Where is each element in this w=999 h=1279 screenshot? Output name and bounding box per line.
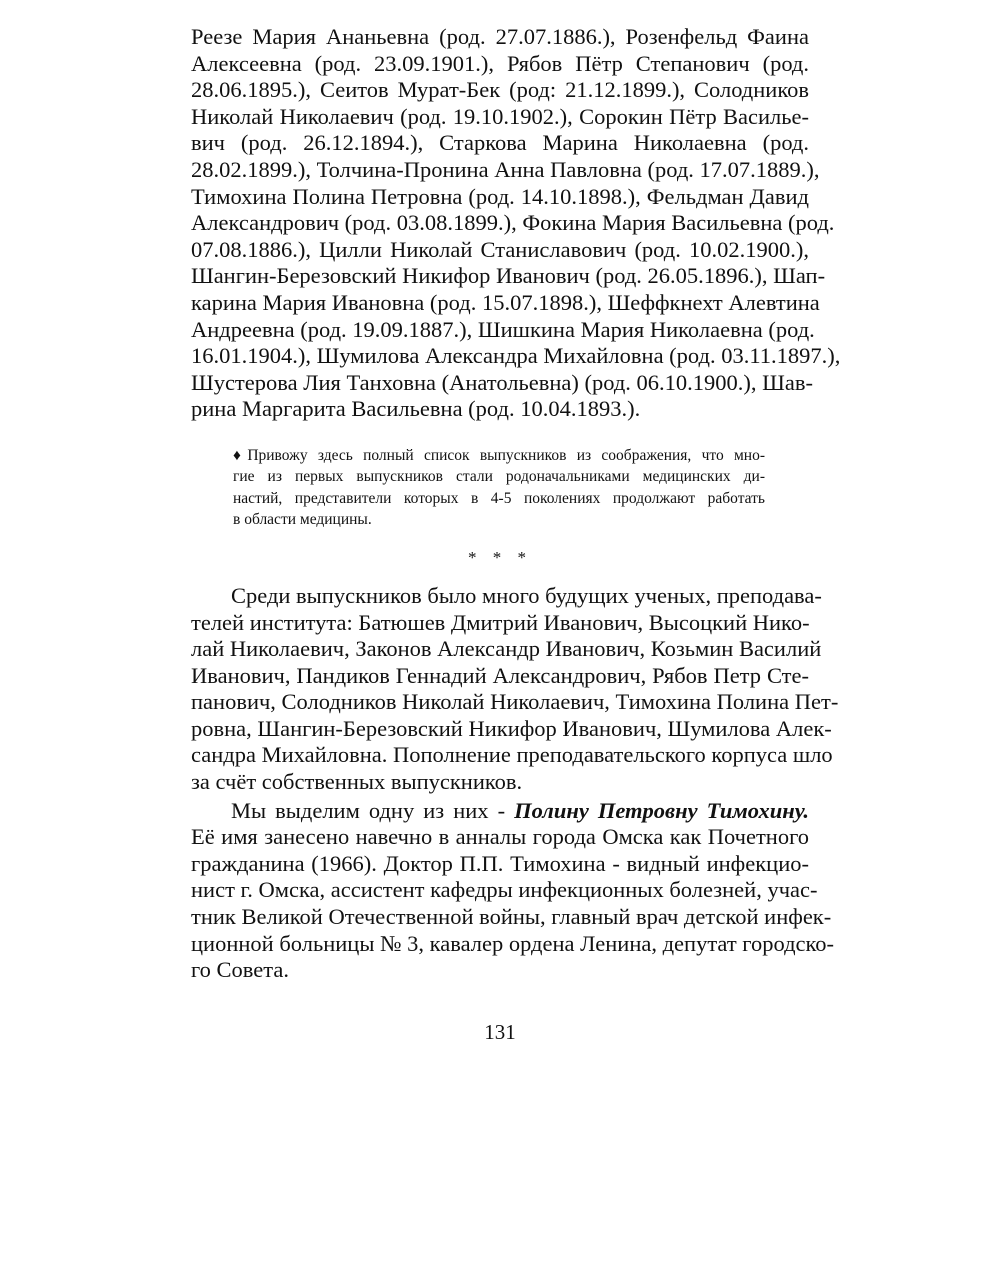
- text-line: 28.06.1895.), Сеитов Мурат-Бек (род: 21.12.1899.), Солодников: [191, 77, 809, 103]
- text-line: гражданина (1966). Доктор П.П. Тимохина - видный инфекцио-: [191, 850, 809, 876]
- text-line: сандра Михайловна. Пополнение преподавательского корпуса шло: [191, 742, 833, 768]
- highlighted-name: Полину Петровну Тимохину.: [514, 797, 809, 823]
- text-line: Её имя занесено навечно в анналы города Омска как Почетного: [191, 824, 809, 850]
- text-line: 07.08.1886.), Цилли Николай Станиславович (род. 10.02.1900.),: [191, 236, 809, 262]
- scientists-paragraph: [191, 582, 839, 796]
- text-line: Иванович, Пандиков Геннадий Александрович, Рябов Петр Сте-: [191, 662, 809, 688]
- text-line: за счёт собственных выпускников.: [191, 769, 523, 795]
- text-segment: Мы выделим одну из них -: [231, 797, 515, 823]
- text-line: телей института: Батюшев Дмитрий Иванович, Высоцкий Нико-: [191, 609, 810, 635]
- page-number: 131: [484, 1019, 516, 1044]
- text-line: ционной больницы № 3, кавалер ордена Ленина, депутат городско-: [191, 930, 835, 956]
- section-separator: * * *: [468, 547, 532, 567]
- footnote-line: в области медицины.: [233, 511, 372, 529]
- text-line: Шангин-Березовский Никифор Иванович (род. 26.05.1896.), Шап-: [191, 263, 826, 289]
- graduate-list-paragraph: [191, 24, 841, 423]
- footnote-line: гие из первых выпускников стали родоначальниками медицинских ди-: [233, 468, 765, 486]
- text-line: Среди выпускников было много будущих ученых, преподава-: [231, 582, 822, 608]
- footnote: [191, 445, 765, 531]
- text-line: карина Мария Ивановна (род. 15.07.1898.), Шеффкнехт Алевтина: [191, 289, 820, 315]
- text-line: Тимохина Полина Петровна (род. 14.10.1898.), Фельдман Давид: [191, 183, 809, 209]
- text-line: Реезе Мария Ананьевна (род. 27.07.1886.), Розенфельд Фаина: [191, 24, 809, 49]
- text-line: Николай Николаевич (род. 19.10.1902.), Сорокин Пётр Василье-: [191, 103, 809, 129]
- footnote-line: ♦Привожу здесь полный список выпускников из соображения, что мно-: [233, 446, 765, 464]
- footnote-line: настий, представители которых в 4-5 поколениях продолжают работать: [233, 489, 765, 507]
- text-line: ровна, Шангин-Березовский Никифор Иванович, Шумилова Алек-: [191, 715, 832, 741]
- text-line: 16.01.1904.), Шумилова Александра Михайловна (род. 03.11.1897.),: [191, 343, 841, 369]
- text-line: рина Маргарита Васильевна (род. 10.04.1893.).: [191, 396, 641, 422]
- text-line: Алексеевна (род. 23.09.1901.), Рябов Пётр Степанович (род.: [191, 50, 809, 76]
- text-line: Андреевна (род. 19.09.1887.), Шишкина Мария Николаевна (род.: [191, 316, 815, 342]
- text-line: вич (род. 26.12.1894.), Старкова Марина Николаевна (род.: [191, 130, 809, 156]
- text-line: [191, 798, 809, 825]
- text-line: Шустерова Лия Танховна (Анатольевна) (род. 06.10.1900.), Шав-: [191, 369, 813, 395]
- text-line: тник Великой Отечественной войны, главный врач детской инфек-: [191, 904, 832, 930]
- document-page: [191, 24, 841, 1045]
- text-line: го Совета.: [191, 957, 289, 983]
- timokhina-paragraph: [191, 797, 835, 984]
- text-line: нист г. Омска, ассистент кафедры инфекционных болезней, учас-: [191, 877, 818, 903]
- text-line: лай Николаевич, Законов Александр Иванович, Козьмин Василий: [191, 636, 822, 662]
- text-line: Александрович (род. 03.08.1899.), Фокина Мария Васильевна (род.: [191, 210, 835, 236]
- text-line: панович, Солодников Николай Николаевич, Тимохина Полина Пет-: [191, 689, 839, 715]
- text-line: 28.02.1899.), Толчина-Пронина Анна Павловна (род. 17.07.1889.),: [191, 156, 820, 182]
